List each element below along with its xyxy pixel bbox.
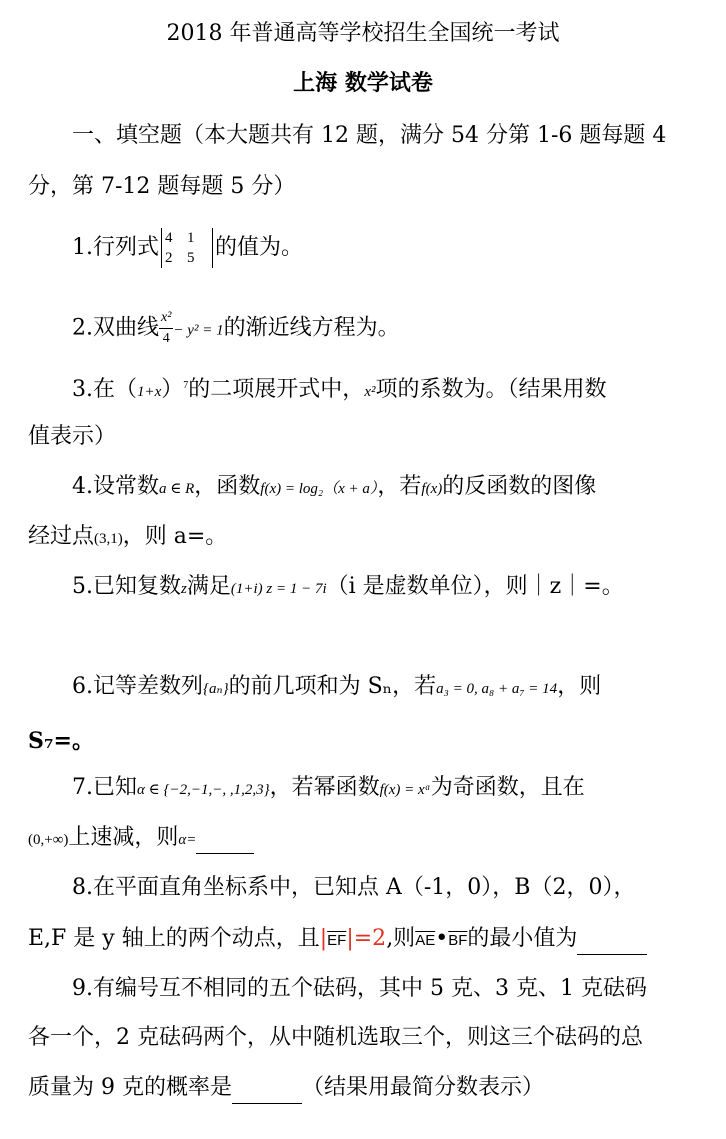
section-heading-line2: 分，第 7-12 题每题 5 分） [28,174,296,199]
question-9-line3 [28,1073,544,1104]
q4-line2-a: 经过点 [28,524,95,549]
q2-frac-den: 4 [162,331,170,346]
q5-expr: (1+i) z = 1 − 7i [230,581,327,597]
q3-a: 3.在（ [72,377,137,402]
q4-expr3: f(x) [421,481,443,497]
q7-line2-a: 上速减，则 [68,825,179,850]
q3-expr: 1+x [137,384,162,400]
question-3-line2: 值表示） [28,424,117,449]
q1-prefix: 1.行列式 [72,235,159,260]
q2-frac-num: x² [159,308,173,329]
question-9-line1: 9.有编号互不相同的五个砝码，其中 5 克、3 克、1 克砝码 [72,976,647,1001]
question-8-line2: E,F 是 y 轴上的两个动点，且$|\overline{EF}|=2$,则$\overline{AE}•\overline{BF}$的最小值为 [28,924,647,956]
question-8-line1: 8.在平面直角坐标系中，已知点 A（-1，0），B（2，0）， [72,875,636,900]
q8-vector-ae: $\overline{AE}$ [415,932,436,949]
q8-line2-b: ,则 [386,926,416,951]
q8-line2-c: 的最小值为 [467,926,578,951]
q9-line3-a: 质量为 9 克的概率是 [28,1075,232,1100]
section-heading-line1: 一、填空题（本大题共有 12 题，满分 54 分第 1-6 题每题 4 [72,123,667,148]
q5-a: 5.已知复数 [72,574,181,599]
q7-interval: (0,+∞) [28,832,69,848]
question-6-line1 [72,672,601,704]
q3-d: 项的系数为。（结果用数 [375,377,607,402]
q7-alpha: α= [178,832,197,848]
det-c: 2 [165,250,173,266]
question-5 [72,572,624,604]
det-b: 1 [187,230,195,246]
question-7-line2 [28,823,254,855]
question-9-line2: 各一个，2 克砝码两个，从中随机选取三个，则这三个砝码的总 [28,1025,643,1050]
q6-b: 的前几项和为 Sₙ，若 [228,674,437,699]
exam-subtitle: 上海 数学试卷 [293,71,433,96]
exam-title: 2018 年普通高等学校招生全国统一考试 [166,21,560,46]
q5-c: （i 是虚数单位），则｜z｜=。 [326,574,624,599]
q7-b: ，若幂函数 [269,775,380,800]
q8-line2-a: E,F 是 y 轴上的两个动点，且 [28,926,320,951]
q6-c: ，则 [557,674,602,699]
q8-eq2: =2 [353,926,387,951]
q4-b: ，函数 [194,474,261,499]
q7-func: f(x) = xᵅ [379,782,431,798]
q4-line2-b: ，则 a=。 [122,524,228,549]
question-3-line1 [72,371,606,407]
q7-answer-blank[interactable] [196,823,254,854]
q3-b: ） [161,377,184,402]
q4-c: ，若 [377,474,422,499]
det-a: 4 [165,230,173,246]
q8-answer-blank[interactable] [577,924,647,955]
q8-dot: • [435,926,449,951]
q1-suffix: 的值为。 [215,235,304,260]
question-6-line2: S₇=。 [28,728,94,754]
q7-a: 7.已知 [72,775,137,800]
q4-d: 的反函数的图像 [442,474,597,499]
q2-suffix: 的渐近线方程为。 [223,315,400,341]
q8-vector-ef: $\overline{EF}$ [327,932,347,949]
q6-cond: a₃ = 0, a₈ + a₇ = 14 [436,681,558,697]
q4-a: 4.设常数 [72,474,159,499]
question-1 [72,228,303,268]
question-4-line2 [28,522,227,554]
q9-line3-b: （结果用最简分数表示） [301,1075,544,1100]
q3-term: x² [364,384,376,400]
q4-expr1: a ∈ R [159,481,195,497]
q4-expr2: f(x) = log₂（x + a） [260,481,378,497]
q7-set: α ∈ {−2,−1,−, ,1,2,3} [137,782,270,798]
q2-prefix: 2.双曲线 [72,315,159,341]
q2-fraction [159,308,173,349]
q3-c: 的二项展开式中， [188,377,365,402]
q5-z: z [181,581,187,597]
q5-b: 满足 [186,574,231,599]
det-d: 5 [187,250,195,266]
q4-point: (3,1) [94,531,123,547]
q3-exp: 7 [183,380,189,391]
question-4-line1 [72,472,596,504]
q6-seq: {aₙ} [203,681,229,697]
q2-expr: − y² = 1 [173,322,224,339]
q1-determinant [161,228,213,268]
question-7-line1 [72,773,585,805]
q9-answer-blank[interactable] [232,1073,302,1104]
question-2 [72,308,400,349]
q8-vector-bf: $\overline{BF}$ [448,932,468,949]
q6-a: 6.记等差数列 [72,674,203,699]
q7-c: 为奇函数，且在 [430,775,585,800]
